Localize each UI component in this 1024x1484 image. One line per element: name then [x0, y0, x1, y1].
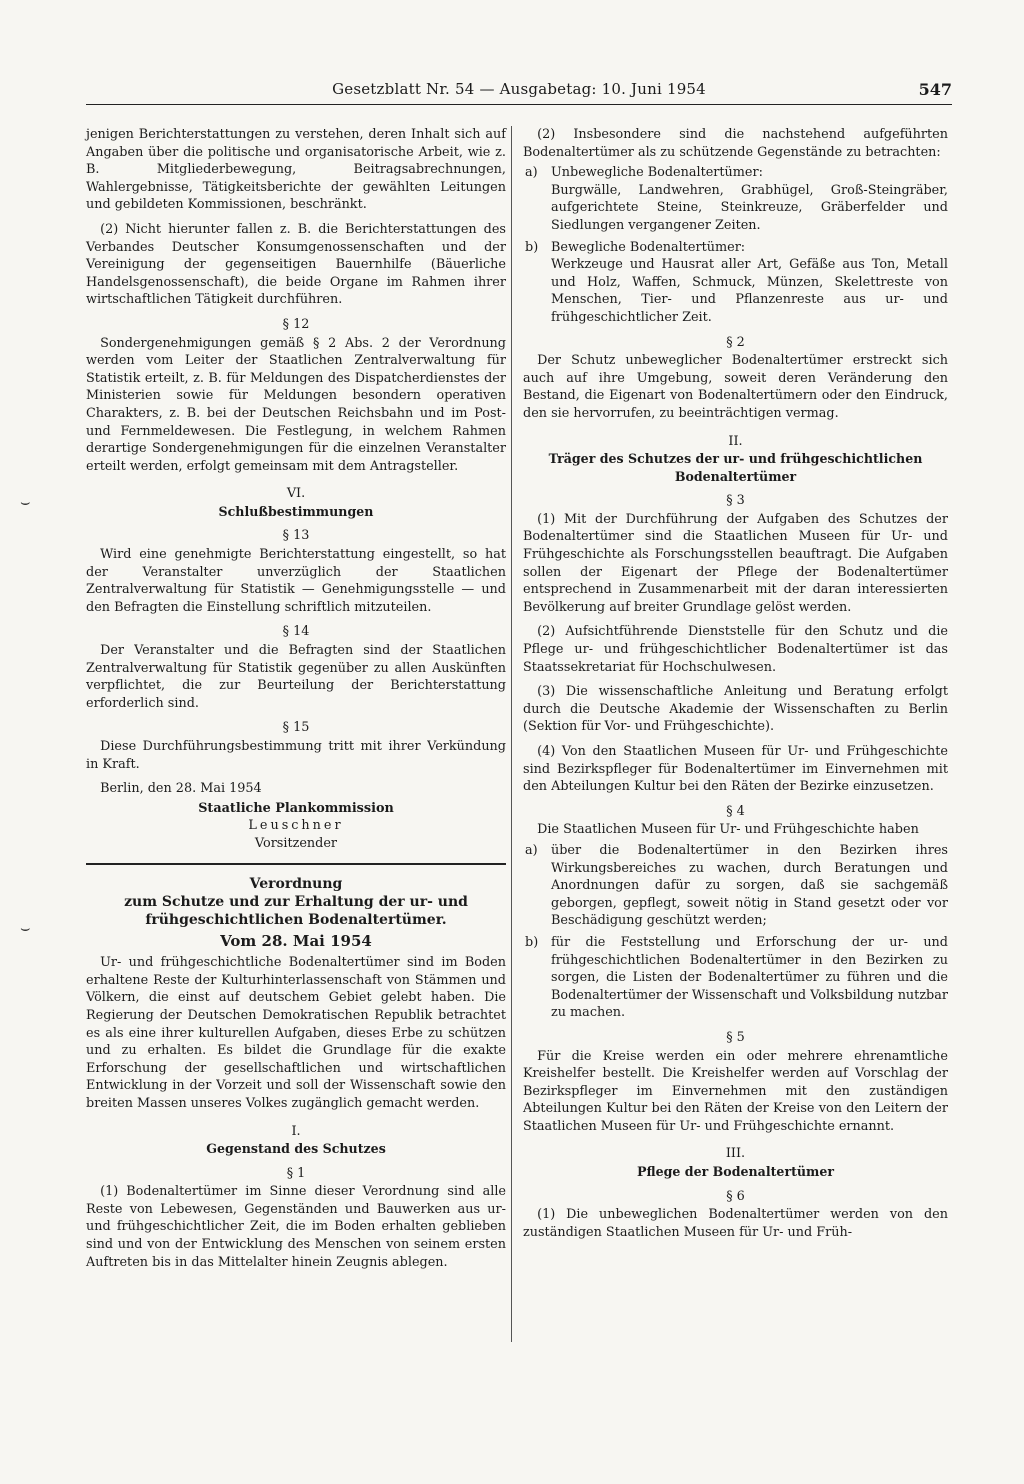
chapter-heading: Träger des Schutzes der ur- und frühgeschichtlichen Bodenaltertümer [548, 451, 923, 484]
place-date: Berlin, den 28. Mai 1954 [100, 781, 262, 797]
list-item-label: Unbewegliche Bodenaltertümer: [551, 165, 763, 181]
paragraph: (1) Bodenaltertümer im Sinne dieser Verordnung sind alle Reste von Lebewesen, Gegenständen und Bauwerken aus ur- und frühgeschichtlicher Zeit, die im Boden erhalten geblieben sind und von der Entwicklung des Menschen von seinem ersten Auftreten bis in das Mittelalter hinein Zeugnis ablegen. [86, 1184, 506, 1270]
section-sign: § 3 [726, 493, 745, 509]
list-marker: a) [525, 842, 538, 858]
margin-check-mark: ⌣ [20, 492, 31, 511]
page-header [86, 80, 952, 106]
list-item-body: Burgwälle, Landwehren, Grabhügel, Groß-Steingräber, aufgerichtete Steine, Steinkreuze, Gräberfelder und Siedlungen vergangener Zeiten. [551, 182, 948, 233]
paragraph: (2) Insbesondere sind die nachstehend aufgeführten Bodenaltertümer als zu schützende Gegenstände zu betrachten: [523, 127, 948, 160]
paragraph: Für die Kreise werden ein oder mehrere ehrenamtliche Kreishelfer bestellt. Die Kreishelfer werden auf Vorschlag der Bezirkspfleger im Einvernehmen mit den zuständigen Abteilungen Kultur bei den Räten der Kreise von den Leitern der Staatlichen Museen für Ur- und Frühgeschichte ernannt. [523, 1048, 948, 1134]
ordinance-subtitle: zum Schutze und zur Erhaltung der ur- und frühgeschichtlichen Bodenaltertümer. [124, 893, 468, 928]
page-number: 547 [918, 80, 952, 99]
signer-name: Leuschner [248, 818, 344, 834]
section-divider [86, 863, 506, 865]
paragraph: Wird eine genehmigte Berichterstattung eingestellt, so hat der Veranstalter unverzüglich der Staatlichen Zentralverwaltung für Statistik — Genehmigungsstelle — und den Befragten die Einstellung schriftlich mitzuteilen. [86, 547, 506, 615]
list-item-body: Werkzeuge und Hausrat aller Art, Gefäße aus Ton, Metall und Holz, Waffen, Schmuck, Münzen, Skelettreste von Menschen, Tier- und Pflanzenreste aus ur- und frühgeschichtlicher Zeit. [551, 257, 948, 325]
chapter-number: I. [291, 1123, 301, 1139]
list-item-text [551, 164, 948, 234]
list-item [523, 934, 948, 1022]
section-sign: § 2 [726, 334, 745, 350]
preamble: Ur- und frühgeschichtliche Bodenaltertümer sind im Boden erhaltene Reste der Kulturhinterlassenschaft von Stämmen und Völkern, die einst auf deutschem Gebiet gelebt haben. Die Regierung der Deutschen Demokratischen Republik betrachtet es als eine ihrer kulturellen Aufgaben, dieses Erbe zu schützen und zu erhalten. Es bildet die Grundlage für die exakte Erforschung der gesellschaftlichen und wirtschaftlichen Entwicklung in der Vorzeit und soll der Wissenschaft sowie den breiten Massen unseres Volkes zugänglich gemacht werden. [86, 955, 506, 1111]
paragraph: Der Schutz unbeweglicher Bodenaltertümer erstreckt sich auch auf ihre Umgebung, soweit deren Veränderung den Bestand, die Eigenart von Bodenaltertümern oder den Eindruck, den sie hervorrufen, zu beeinträchtigen vermag. [523, 353, 948, 421]
section-sign: § 15 [282, 720, 310, 736]
list-marker: b) [525, 934, 539, 950]
list-item [523, 239, 948, 327]
right-column [523, 126, 948, 1248]
chapter-heading: Gegenstand des Schutzes [206, 1141, 386, 1157]
chapter-number: II. [728, 433, 743, 449]
paragraph: Diese Durchführungsbestimmung tritt mit ihrer Verkündung in Kraft. [86, 739, 506, 772]
paragraph: (2) Nicht hierunter fallen z. B. die Berichterstattungen des Verbandes Deutscher Konsumgenossenschaften und der Vereinigung der gegenseitigen Bauernhilfe (Bäuerliche Handelsgenossenschaft), die beide Organe im Rahmen ihrer wirtschaftlichen Tätigkeit durchführen. [86, 221, 506, 308]
signer-title: Vorsitzender [254, 835, 338, 851]
margin-check-mark: ⌣ [20, 918, 31, 937]
paragraph: Die Staatlichen Museen für Ur- und Frühgeschichte haben [537, 822, 919, 838]
chapter-number: III. [725, 1146, 746, 1162]
ordinance-date: Vom 28. Mai 1954 [220, 931, 372, 950]
ordinance-title: Verordnung [249, 875, 343, 892]
section-sign: § 14 [282, 624, 310, 640]
chapter-number: VI. [286, 486, 306, 502]
chapter-heading: Schlußbestimmungen [218, 503, 374, 519]
section-sign: § 1 [286, 1165, 306, 1181]
gazette-header-title: Gesetzblatt Nr. 54 — Ausgabetag: 10. Juni 1954 [332, 80, 706, 98]
section-sign: § 6 [726, 1188, 745, 1204]
paragraph: (1) Mit der Durchführung der Aufgaben des Schutzes der Bodenaltertümer sind die Staatlichen Museen für Ur- und Frühgeschichte als Forschungsstellen beauftragt. Die Aufgaben sollen der Eigenart der Pflege der Bodenaltertümer entsprechend in Zusammenarbeit mit der daran interessierten Bevölkerung auf breiter Grundlage gelöst werden. [523, 511, 948, 615]
paragraph: Sondergenehmigungen gemäß § 2 Abs. 2 der Verordnung werden vom Leiter der Staatlichen Zentralverwaltung für Statistik erteilt, z. B. für Meldungen des Dispatcherdienstes der Ministerien sowie für Meldungen besondern operativen Charakters, z. B. bei der Deutschen Reichsbahn und im Post- und Fernmeldewesen. Die Festlegung, in welchem Rahmen derartige Sondergenehmigungen für die einzelnen Veranstalter erteilt werden, erfolgt gemeinsam mit dem Antragsteller. [86, 335, 506, 474]
column-divider [511, 126, 512, 1342]
list-marker: b) [525, 239, 539, 255]
paragraph: (1) Die unbeweglichen Bodenaltertümer werden von den zuständigen Staatlichen Museen für Ur- und Früh- [523, 1207, 948, 1240]
paragraph: jenigen Berichterstattungen zu verstehen, deren Inhalt sich auf Angaben über die politische und organisatorische Arbeit, wie z. B. Mitgliederbewegung, Beitragsabrechnungen, Wahlergebnisse, Tätigkeitsberichte der gewählten Leitungen und gebildeten Kommissionen, beschränkt. [86, 127, 506, 213]
list-item-text [551, 239, 948, 327]
section-sign: § 13 [282, 528, 310, 544]
section-sign: § 4 [726, 803, 745, 819]
section-sign: § 12 [282, 316, 310, 332]
paragraph: Der Veranstalter und die Befragten sind der Staatlichen Zentralverwaltung für Statistik gegenüber zu allen Auskünften verpflichtet, die zur Beurteilung der Berichterstattung erforderlich sind. [86, 643, 506, 711]
list-item-label: Bewegliche Bodenaltertümer: [551, 239, 746, 255]
paragraph: (2) Aufsichtführende Dienststelle für den Schutz und die Pflege ur- und frühgeschichtlicher Bodenaltertümer ist das Staatssekretariat für Hochschulwesen. [523, 624, 948, 675]
left-column [86, 126, 506, 1278]
header-rule [86, 104, 952, 105]
list-item-body: für die Feststellung und Erforschung der ur- und frühgeschichtlichen Bodenaltertümer in den Bezirken zu sorgen, die Listen der Bodenaltertümer zu führen und die Bodenaltertümer der Wissenschaft und Volksbildung nutzbar zu machen. [551, 934, 948, 1021]
list-item [523, 164, 948, 234]
list-item-body: über die Bodenaltertümer in den Bezirken ihres Wirkungsbereiches zu wachen, durch Beratungen und Anordnungen dafür zu sorgen, daß sie sachgemäß geborgen, gepflegt, soweit nötig in Stand gesetzt oder vor Beschädigung geschützt werden; [551, 842, 948, 929]
list-item [523, 842, 948, 930]
chapter-heading: Pflege der Bodenaltertümer [636, 1164, 835, 1180]
paragraph: (4) Von den Staatlichen Museen für Ur- und Frühgeschichte sind Bezirkspfleger für Bodenaltertümer im Einvernehmen mit den Abteilungen Kultur bei den Räten der Bezirke einzusetzen. [523, 744, 948, 795]
paragraph: (3) Die wissenschaftliche Anleitung und Beratung erfolgt durch die Deutsche Akademie der Wissenschaften zu Berlin (Sektion für Vor- und Frühgeschichte). [523, 684, 948, 735]
list-marker: a) [525, 165, 538, 181]
section-sign: § 5 [726, 1029, 745, 1045]
issuing-authority: Staatliche Plankommission [198, 800, 394, 816]
